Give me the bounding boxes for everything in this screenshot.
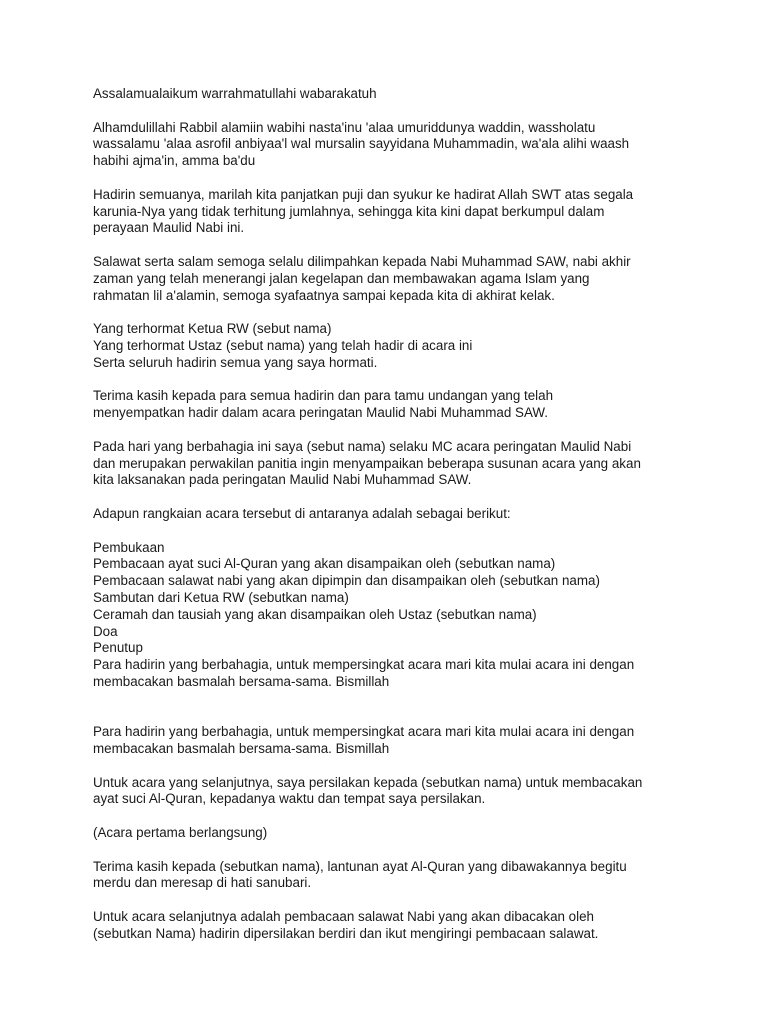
paragraph-salawat: Salawat serta salam semoga selalu dilimpahkan kepada Nabi Muhammad SAW, nabi akhir zaman yang telah menerangi jalan kegelapan dan membawakan agama Islam yang rahmatan lil a'alamin, semoga syafaatnya sampai kepada kita di akhirat kelak. bbox=[93, 253, 631, 303]
paragraph-agenda-intro: Adapun rangkaian acara tersebut di antaranya adalah sebagai berikut: bbox=[93, 505, 511, 521]
paragraph-quran-invite: Untuk acara yang selanjutnya, saya persilakan kepada (sebutkan nama) untuk membacakan ayat suci Al-Quran, kepadanya waktu dan tempat saya persilakan. bbox=[93, 774, 643, 807]
paragraph-salawat-invite: Untuk acara selanjutnya adalah pembacaan salawat Nabi yang akan dibacakan oleh (sebutkan Nama) hadirin dipersilakan berdiri dan ikut mengiringi pembacaan salawat. bbox=[93, 909, 599, 941]
opening-greeting: Assalamualaikum warrahmatullahi wabarakatuh bbox=[93, 86, 377, 101]
paragraph-first-event: (Acara pertama berlangsung) bbox=[93, 825, 268, 841]
paragraph-praise: Hadirin semuanya, marilah kita panjatkan puji dan syukur ke hadirat Allah SWT atas segala karunia-Nya yang tidak terhitung jumlahnya, sehingga kita kini dapat berkumpul dalam perayaan Maulid Nabi ini. bbox=[93, 186, 634, 236]
paragraph-bismillah: Para hadirin yang berbahagia, untuk mempersingkat acara mari kita mulai acara ini dengan membacakan basmalah bersama-sama. Bismillah bbox=[93, 724, 635, 757]
document-body bbox=[93, 86, 693, 959]
paragraph-thanks: Terima kasih kepada para semua hadirin dan para tamu undangan yang telah menyempatkan hadir dalam acara peringatan Maulid Nabi Muhammad SAW. bbox=[93, 388, 554, 421]
paragraph-hamdalah: Alhamdulillahi Rabbil alamiin wabihi nasta'inu 'alaa umuriddunya waddin, wassholatu wassalamu 'alaa asrofil anbiyaa'l wal mursalin sayyidana Muhammadin, wa'ala alihi waash habihi ajma'in, amma ba'du bbox=[93, 119, 630, 169]
agenda-list: Pembukaan Pembacaan ayat suci Al-Quran yang akan disampaikan oleh (sebutkan nama) Pembacaan salawat nabi yang akan dipimpin dan disampaikan oleh (sebutkan nama) Sambutan dari Ketua RW (sebutkan nama) Ceramah dan tausiah yang akan disampaikan oleh Ustaz (sebutkan nama) Doa Penutup Para hadirin yang berbahagia, untuk mempersingkat acara mari kita mulai acara ini dengan membacakan basmalah bersama-sama. Bismillah bbox=[93, 539, 635, 689]
paragraph-mc-intro: Pada hari yang berbahagia ini saya (sebut nama) selaku MC acara peringatan Maulid Nabi dan merupakan perwakilan panitia ingin menyampaikan beberapa susunan acara yang akan kita laksanakan pada peringatan Maulid Nabi Muhammad SAW. bbox=[93, 438, 641, 488]
paragraph-quran-thanks: Terima kasih kepada (sebutkan nama), lantunan ayat Al-Quran yang dibawakannya begitu merdu dan meresap di hati sanubari. bbox=[93, 858, 627, 891]
paragraph-honorifics: Yang terhormat Ketua RW (sebut nama) Yang terhormat Ustaz (sebut nama) yang telah hadir di acara ini Serta seluruh hadirin semua yang saya hormati. bbox=[93, 321, 473, 370]
